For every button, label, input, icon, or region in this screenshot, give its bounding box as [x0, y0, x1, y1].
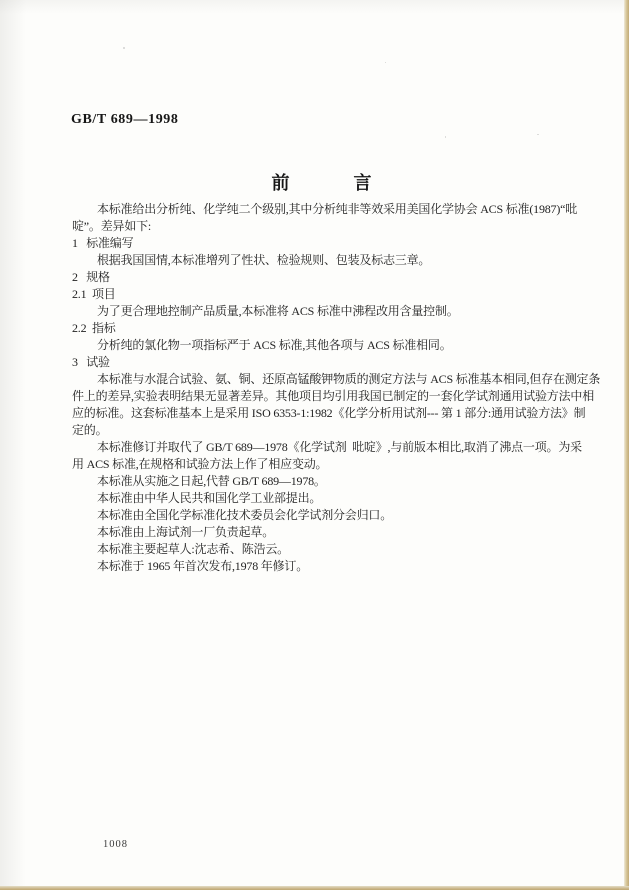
text-line: 2.1 项目 [72, 287, 116, 301]
page-number: 1008 [103, 839, 128, 850]
text-line: 本标准由上海试剂一厂负责起草。 [97, 525, 275, 539]
scan-edge-bottom [0, 886, 629, 890]
scan-speck [537, 134, 539, 135]
text-line: 用 ACS 标准,在规格和试验方法上作了相应变动。 [72, 457, 328, 471]
scan-speck [123, 47, 125, 49]
scan-shadow-top [0, 0, 629, 14]
scan-edge-right [624, 0, 629, 890]
text-line: 1 标准编写 [72, 236, 134, 250]
scan-shadow-left [0, 0, 26, 890]
text-line: 本标准与水混合试验、氨、铜、还原高锰酸钾物质的测定方法与 ACS 标准基本相同,但存在测定条 [97, 372, 601, 386]
scan-speck [445, 136, 446, 138]
text-line: 本标准主要起草人:沈志希、陈浩云。 [97, 542, 289, 556]
text-line: 本标准由全国化学标准化技术委员会化学试剂分会归口。 [97, 508, 393, 522]
text-line: 为了更合理地控制产品质量,本标准将 ACS 标准中沸程改用含量控制。 [97, 304, 459, 318]
text-line: 本标准给出分析纯、化学纯二个级别,其中分析纯非等效采用美国化学协会 ACS 标准(1987)“吡 [97, 202, 578, 216]
text-line: 分析纯的氯化物一项指标严于 ACS 标准,其他各项与 ACS 标准相同。 [97, 338, 452, 352]
text-line: 3 试验 [72, 355, 110, 369]
text-line: 应的标准。这套标准基本上是采用 ISO 6353-1:1982《化学分析用试剂--- 第 1 部分:通用试验方法》制 [72, 406, 586, 420]
text-line: 啶”。差异如下: [72, 219, 152, 233]
text-line: 本标准于 1965 年首次发布,1978 年修订。 [97, 559, 309, 573]
page-title: 前 言 [271, 173, 373, 193]
text-line: 本标准修订并取代了 GB/T 689—1978《化学试剂 吡啶》,与前版本相比,取消了沸点一项。为采 [97, 440, 582, 454]
foreword-text-block [72, 201, 601, 575]
text-line: 本标准由中华人民共和国化学工业部提出。 [97, 491, 322, 505]
text-line: 2.2 指标 [72, 321, 116, 335]
text-line: 根据我国国情,本标准增列了性状、检验规则、包装及标志三章。 [97, 253, 431, 267]
scan-speck [385, 62, 386, 63]
text-line: 本标准从实施之日起,代替 GB/T 689—1978。 [97, 474, 326, 488]
text-line: 定的。 [72, 423, 108, 437]
text-line: 件上的差异,实验表明结果无显著差异。其他项目均引用我国已制定的一套化学试剂通用试验方法中相 [72, 389, 595, 403]
text-line: 2 规格 [72, 270, 110, 284]
standard-code: GB/T 689—1998 [71, 112, 179, 127]
